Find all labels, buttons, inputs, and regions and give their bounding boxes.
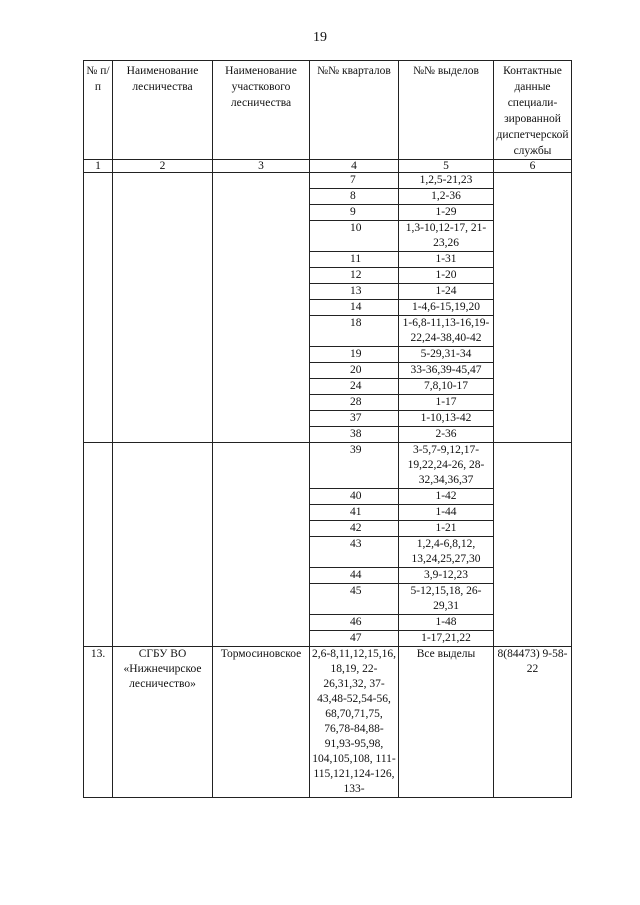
sections-cell: 1-6,8-11,13-16,19-22,24-38,40-42 bbox=[399, 316, 494, 347]
quarter-cell: 45 bbox=[310, 584, 399, 615]
quarter-cell: 19 bbox=[310, 347, 399, 363]
quarter-cell: 7 bbox=[310, 173, 399, 189]
sections-cell: 1-48 bbox=[399, 615, 494, 631]
quarter-cell: 18 bbox=[310, 316, 399, 347]
sections-cell: 1-21 bbox=[399, 521, 494, 537]
quarter-cell: 24 bbox=[310, 379, 399, 395]
sections-cell: 1,2,5-21,23 bbox=[399, 173, 494, 189]
header-cell: Контактные данные специали-зированной диспетчерской службы bbox=[494, 61, 572, 160]
quarter-cell: 40 bbox=[310, 489, 399, 505]
district-name-cell bbox=[213, 173, 310, 443]
forestry-name-cell bbox=[113, 443, 213, 647]
sections-cell: 1,2-36 bbox=[399, 189, 494, 205]
district-name-cell bbox=[213, 443, 310, 647]
sections-cell: 1-44 bbox=[399, 505, 494, 521]
quarter-cell: 41 bbox=[310, 505, 399, 521]
quarter-cell: 12 bbox=[310, 268, 399, 284]
sections-cell: 33-36,39-45,47 bbox=[399, 363, 494, 379]
contact-cell bbox=[494, 443, 572, 647]
quarter-cell: 44 bbox=[310, 568, 399, 584]
page-number: 19 bbox=[313, 30, 327, 45]
header-cell: №№ выделов bbox=[399, 61, 494, 160]
quarter-cell: 20 bbox=[310, 363, 399, 379]
quarter-cell: 47 bbox=[310, 631, 399, 647]
sections-cell: 1-17,21,22 bbox=[399, 631, 494, 647]
table-header-row bbox=[84, 61, 572, 160]
column-number-cell: 6 bbox=[494, 160, 572, 173]
quarter-cell: 39 bbox=[310, 443, 399, 489]
header-cell: Наименование участкового лесничества bbox=[213, 61, 310, 160]
quarter-cell: 46 bbox=[310, 615, 399, 631]
column-number-cell: 2 bbox=[113, 160, 213, 173]
contact-cell: 8(84473) 9-58-22 bbox=[494, 647, 572, 798]
quarter-cell: 28 bbox=[310, 395, 399, 411]
quarter-cell: 42 bbox=[310, 521, 399, 537]
table-row bbox=[84, 173, 572, 189]
contact-cell bbox=[494, 173, 572, 443]
table-row-13 bbox=[84, 647, 572, 798]
sections-cell: 1-31 bbox=[399, 252, 494, 268]
sections-cell: 1-4,6-15,19,20 bbox=[399, 300, 494, 316]
sections-cell: 1-24 bbox=[399, 284, 494, 300]
sections-cell: 1-42 bbox=[399, 489, 494, 505]
row-number-cell: 13. bbox=[84, 647, 113, 798]
column-number-cell: 5 bbox=[399, 160, 494, 173]
sections-cell: 3,9-12,23 bbox=[399, 568, 494, 584]
header-cell: №№ кварталов bbox=[310, 61, 399, 160]
quarter-cell: 11 bbox=[310, 252, 399, 268]
forestry-name-cell: СГБУ ВО «Нижнечирское лесничество» bbox=[113, 647, 213, 798]
column-number-cell: 1 bbox=[84, 160, 113, 173]
quarter-cell: 37 bbox=[310, 411, 399, 427]
quarter-cell: 13 bbox=[310, 284, 399, 300]
column-number-cell: 3 bbox=[213, 160, 310, 173]
sections-cell: 1,2,4-6,8,12, 13,24,25,27,30 bbox=[399, 537, 494, 568]
sections-cell: 1,3-10,12-17, 21-23,26 bbox=[399, 221, 494, 252]
sections-cell: 5-12,15,18, 26-29,31 bbox=[399, 584, 494, 615]
column-number-row bbox=[84, 160, 572, 173]
quarter-cell: 8 bbox=[310, 189, 399, 205]
sections-cell: 3-5,7-9,12,17-19,22,24-26, 28-32,34,36,37 bbox=[399, 443, 494, 489]
sections-cell: 2-36 bbox=[399, 427, 494, 443]
sections-cell: 5-29,31-34 bbox=[399, 347, 494, 363]
row-number-cell bbox=[84, 173, 113, 443]
quarter-cell: 9 bbox=[310, 205, 399, 221]
sections-cell: 7,8,10-17 bbox=[399, 379, 494, 395]
forestry-name-cell bbox=[113, 173, 213, 443]
sections-cell: 1-17 bbox=[399, 395, 494, 411]
sections-cell: 1-10,13-42 bbox=[399, 411, 494, 427]
sections-cell: Все выделы bbox=[399, 647, 494, 798]
quarter-cell: 10 bbox=[310, 221, 399, 252]
column-number-cell: 4 bbox=[310, 160, 399, 173]
quarter-cell: 14 bbox=[310, 300, 399, 316]
sections-cell: 1-29 bbox=[399, 205, 494, 221]
table-row bbox=[84, 443, 572, 489]
sections-cell: 1-20 bbox=[399, 268, 494, 284]
quarter-cell: 38 bbox=[310, 427, 399, 443]
district-name-cell: Тормосиновское bbox=[213, 647, 310, 798]
forestry-table bbox=[83, 60, 572, 798]
quarters-cell: 2,6-8,11,12,15,16, 18,19, 22-26,31,32, 37-43,48-52,54-56, 68,70,71,75, 76,78-84,88-91,93-95,98, 104,105,108, 111-115,121,124-126, 133- bbox=[310, 647, 399, 798]
header-cell: № п/п bbox=[84, 61, 113, 160]
quarter-cell: 43 bbox=[310, 537, 399, 568]
row-number-cell bbox=[84, 443, 113, 647]
header-cell: Наименование лесничества bbox=[113, 61, 213, 160]
